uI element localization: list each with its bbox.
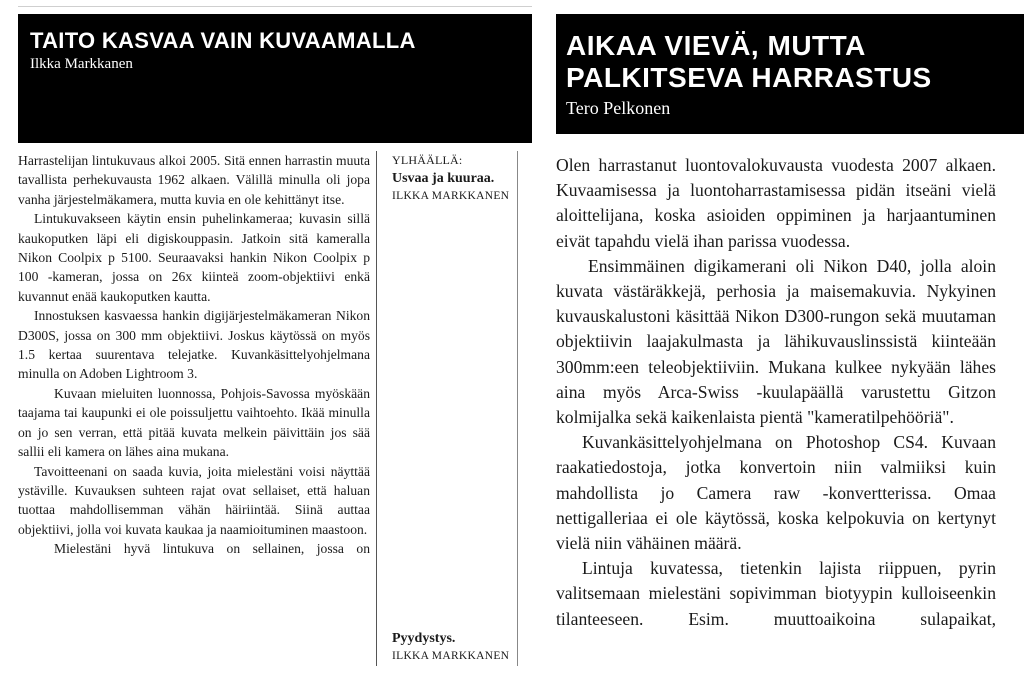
left-article-header — [18, 14, 532, 143]
page-gutter — [536, 0, 548, 700]
right-article-body — [556, 153, 996, 632]
paragraph: Kuvaan mieluiten luonnossa, Pohjois-Savossa myöskään taajama tai kaupunki ei ole poissuljettu vaihtoehto. Ikää minulla on jo sen verran, että pitää kuvata melkein päivittäin jos sää sallii eli kamera on lähes aina mukana. — [18, 385, 370, 460]
right-page — [548, 0, 1024, 700]
caption-title: Pyydystys. — [392, 631, 456, 646]
photo-caption-top — [392, 152, 514, 205]
left-article-body — [18, 151, 370, 559]
sidebar-edge-divider — [517, 151, 518, 666]
column-divider — [376, 151, 377, 666]
paragraph: Tavoitteenani on saada kuvia, joita mielestäni voisi näyttää ystäville. Kuvauksen suhteen rajat ovat sellaiset, että haluan tuottaa mahdollisemman vähän häiriintää. Siinä auttaa objektiivi, jolla voi kuvata kaukaa ja naamioituminen maastoon. — [18, 463, 370, 537]
paragraph: Lintukuvakseen käytin ensin puhelinkameraa; kuvasin sillä kaukoputken läpi eli digiskouppasin. Jatkoin sitä kameralla Nikon Coolpix p 5100. Seuraavaksi hankin Nikon Coolpix p 100 -kameran, jossa on 26x kiinteä zoom-objektiivi enkä kuvannut enää kaukoputken kautta. — [18, 211, 370, 304]
caption-label: YLHÄÄLLÄ: — [392, 153, 463, 167]
left-article-author: Ilkka Markkanen — [30, 56, 133, 72]
caption-credit: ILKKA MARKKANEN — [392, 650, 510, 662]
caption-title: Usvaa ja kuuraa. — [392, 171, 495, 186]
paragraph: Ensimmäinen digikamerani oli Nikon D40, jolla aloin kuvata västäräkkejä, perhosia ja maisemakuvia. Nykyinen kuvauskalustoni käsittää Nikon D300-rungon sekä muutaman objektiivin laajakulmasta ja lähikuvauslinssistä kiinteään 300mm:een teleobjektiiviin. Mukana kulkee nykyään lähes aina myös Arca-Swiss -kuulapäällä varustettu Gitzon kolmijalka sekä kaikenlaista pientä "kameratilpehööriä". — [556, 255, 996, 428]
photo-caption-bottom — [392, 629, 514, 665]
paragraph: Olen harrastanut luontovalokuvausta vuodesta 2007 alkaen. Kuvaamisessa ja luontoharrastamisessa pidän itseäni vielä aloittelijana, koska asioiden oppiminen ja harjaantuminen eivät tapahdu vielä ihan parissa vuodessa. — [556, 155, 996, 251]
right-article-author: Tero Pelkonen — [566, 98, 671, 118]
paragraph: Mielestäni hyvä lintukuva on sellainen, jossa on — [54, 541, 370, 557]
left-article-title: TAITO KASVAA VAIN KUVAAMALLA — [30, 28, 416, 53]
right-article-header — [556, 14, 1024, 134]
caption-credit: ILKKA MARKKANEN — [392, 190, 510, 202]
paragraph: Harrastelijan lintukuvaus alkoi 2005. Sitä ennen harrastin muuta tavallista perhekuvausta 1962 alkaen. Välillä minulla oli jopa vanha järjestelmäkamera, mutta kuvia en ole kehittänyt itse. — [18, 153, 370, 207]
paragraph: Lintuja kuvatessa, tietenkin lajista riippuen, pyrin valitsemaan mielestäni sopivimman biotyypin kulloiseenkin tilanteeseen. Esim. muuttoaikoina sulapaikat, — [556, 558, 996, 629]
paragraph: Kuvankäsittelyohjelmana on Photoshop CS4. Kuvaan raakatiedostoja, jotka konvertoin niin valmiiksi kuin mahdollista jo Camera raw -konvertterissa. Omaa nettigalleriaa ei ole käytössä, koska kelpokuvia on kertynyt vielä niin vähäinen määrä. — [556, 432, 996, 554]
top-divider — [18, 6, 532, 7]
right-article-title: AIKAA VIEVÄ, MUTTA PALKITSEVA HARRASTUS — [566, 30, 932, 93]
paragraph: Innostuksen kasvaessa hankin digijärjestelmäkameran Nikon D300S, jossa on 300 mm objektiivi. Joskus käytössä on myös 1.5 kertaa suurentava telejatke. Kuvankäsittelyohjelmana minulla on Adoben Lightroom 3. — [18, 308, 370, 382]
